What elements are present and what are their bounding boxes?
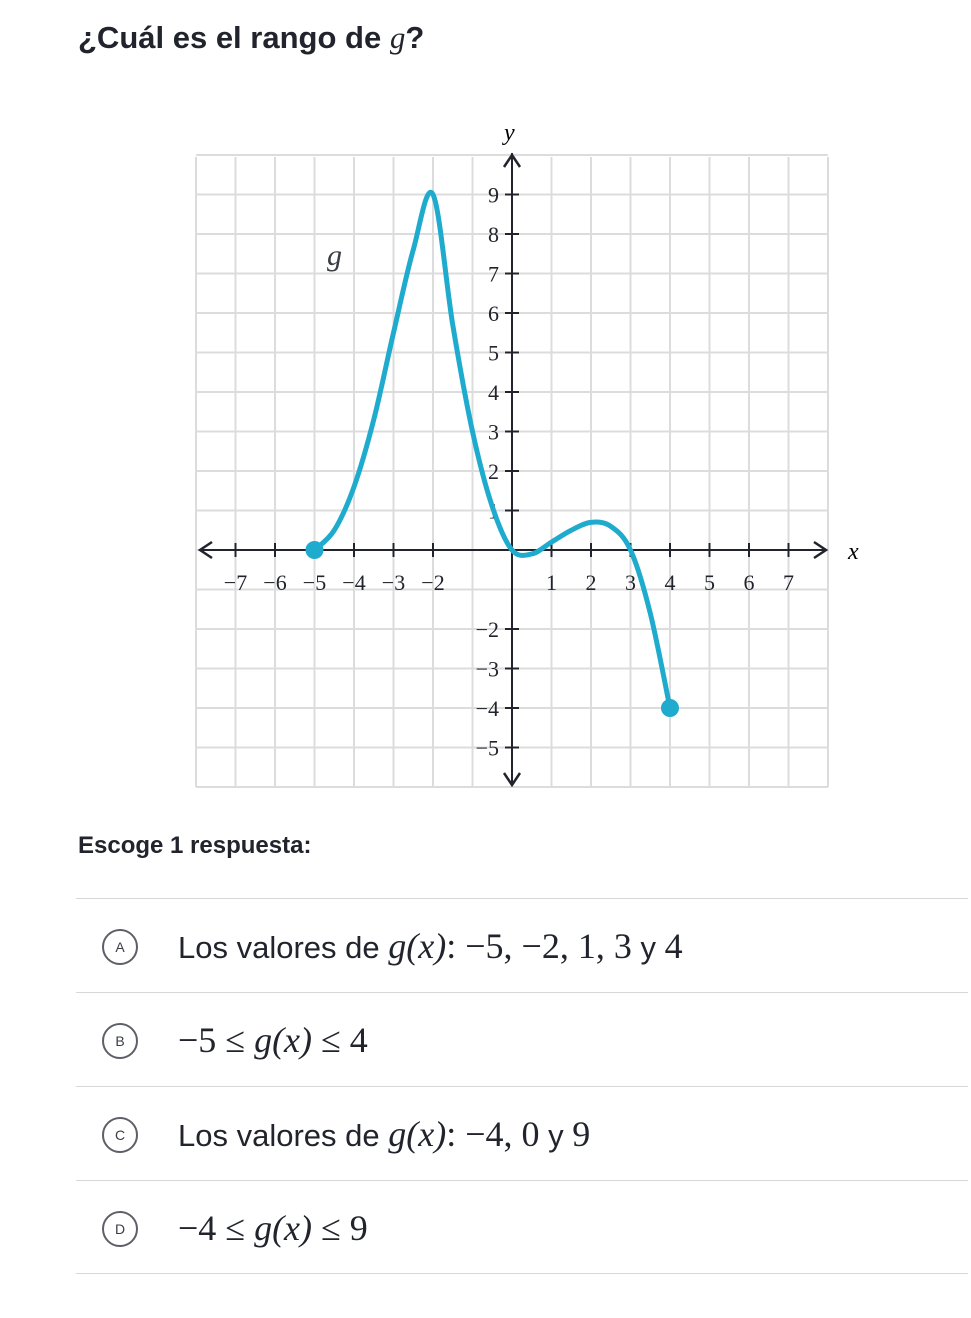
choice-c-fn: g(x) bbox=[388, 1114, 447, 1154]
y-tick-label: 7 bbox=[488, 261, 499, 287]
choice-d-right: ≤ 9 bbox=[312, 1208, 368, 1248]
x-tick-label: −7 bbox=[223, 570, 248, 595]
choice-d-text bbox=[178, 1207, 368, 1249]
x-tick-label: −5 bbox=[302, 570, 327, 595]
choice-c-and: y bbox=[539, 1118, 573, 1153]
y-tick-label: 2 bbox=[488, 459, 499, 484]
choice-a[interactable] bbox=[76, 898, 968, 992]
choice-letter-b: B bbox=[102, 1023, 138, 1059]
x-tick-label: −2 bbox=[421, 570, 445, 595]
y-tick-label: 6 bbox=[488, 301, 499, 326]
x-tick-label: 5 bbox=[704, 570, 715, 595]
choice-a-colon: : bbox=[446, 926, 466, 966]
x-tick-label: 4 bbox=[664, 570, 676, 595]
question-variable: g bbox=[389, 20, 406, 55]
choice-d[interactable] bbox=[76, 1180, 968, 1274]
choice-letter-a: A bbox=[102, 929, 138, 965]
y-tick-label: 1 bbox=[488, 498, 499, 524]
choice-a-last: 4 bbox=[664, 926, 683, 966]
choice-b-text bbox=[178, 1019, 368, 1061]
choice-b-left: −5 ≤ bbox=[178, 1020, 255, 1060]
choice-a-fn: g(x) bbox=[388, 926, 447, 966]
choice-a-pre: Los valores de bbox=[178, 930, 389, 965]
choice-c-text bbox=[178, 1113, 590, 1155]
question-prefix: ¿Cuál es el rango de bbox=[78, 20, 390, 55]
y-tick-label: 3 bbox=[488, 419, 499, 445]
function-label: g bbox=[327, 239, 342, 272]
y-tick-label: −2 bbox=[475, 617, 499, 642]
y-axis-label: y bbox=[504, 120, 515, 146]
choice-c[interactable] bbox=[76, 1086, 968, 1180]
choose-label: Escoge 1 respuesta: bbox=[78, 832, 312, 859]
choice-b-right: ≤ 4 bbox=[312, 1020, 368, 1060]
choice-letter-c: C bbox=[102, 1117, 138, 1153]
x-tick-label: 1 bbox=[546, 570, 557, 595]
choice-c-pre: Los valores de bbox=[178, 1118, 389, 1153]
choice-c-colon: : bbox=[446, 1114, 466, 1154]
y-tick-label: −5 bbox=[475, 735, 499, 761]
y-tick-label: 4 bbox=[488, 380, 499, 405]
y-tick-label: −3 bbox=[475, 656, 499, 682]
endpoint-dot bbox=[661, 699, 679, 717]
x-axis-label: x bbox=[848, 539, 859, 565]
choice-a-values: −5, −2, 1, 3 bbox=[465, 926, 632, 966]
choice-letter-d: D bbox=[102, 1211, 138, 1247]
answer-choices bbox=[76, 898, 968, 1274]
choice-b-fn: g(x) bbox=[254, 1020, 313, 1060]
choice-d-fn: g(x) bbox=[254, 1208, 313, 1248]
endpoint-dot bbox=[306, 541, 324, 559]
x-tick-label: 6 bbox=[743, 570, 755, 595]
x-tick-label: −3 bbox=[381, 570, 406, 595]
x-tick-label: −4 bbox=[342, 570, 366, 595]
y-tick-label: 8 bbox=[488, 222, 499, 247]
question-suffix: ? bbox=[405, 20, 425, 55]
y-tick-label: −4 bbox=[475, 696, 499, 721]
x-tick-label: 7 bbox=[783, 570, 794, 595]
choice-a-text bbox=[178, 925, 683, 967]
choice-c-last: 9 bbox=[572, 1114, 591, 1154]
choice-d-left: −4 ≤ bbox=[178, 1208, 255, 1248]
y-tick-label: 5 bbox=[488, 340, 499, 366]
x-tick-label: 2 bbox=[585, 570, 597, 595]
choice-b[interactable] bbox=[76, 992, 968, 1086]
axes bbox=[200, 153, 826, 785]
choice-c-values: −4, 0 bbox=[465, 1114, 540, 1154]
x-tick-label: −6 bbox=[263, 570, 287, 595]
y-tick-label: 9 bbox=[488, 182, 499, 208]
x-tick-label: 3 bbox=[625, 570, 636, 595]
choice-a-and: y bbox=[631, 930, 665, 965]
